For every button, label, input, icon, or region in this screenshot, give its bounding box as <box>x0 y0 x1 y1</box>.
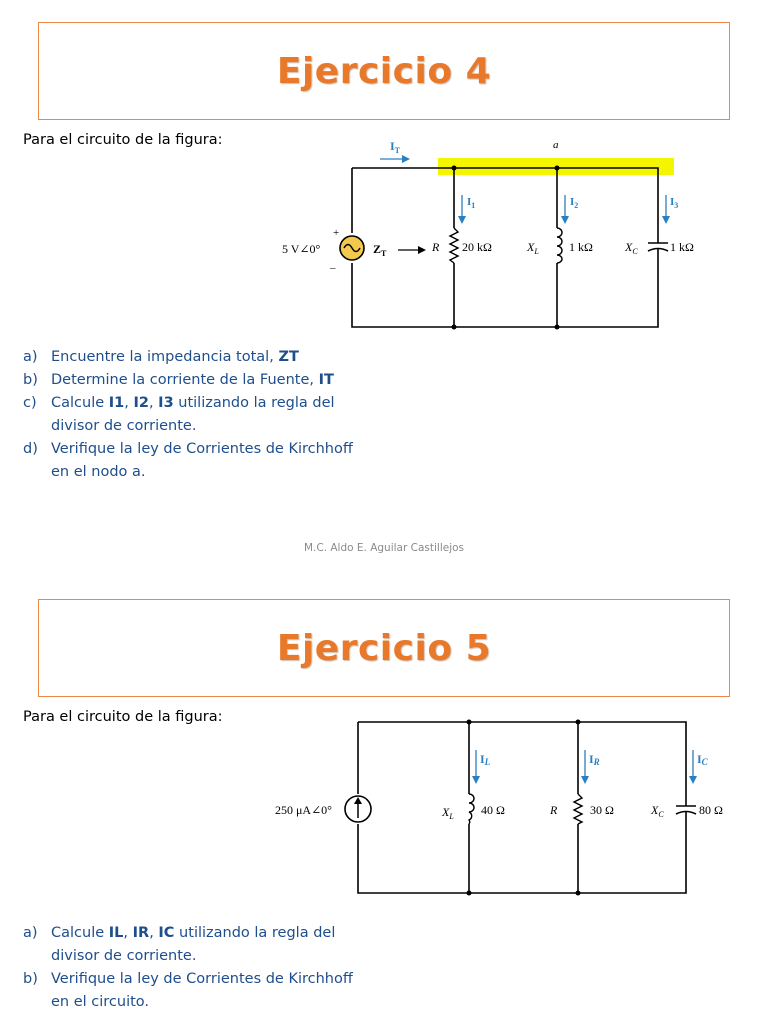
question-item: b) Verifique la ley de Corrientes de Kirchhoff en el circuito. <box>23 971 353 1010</box>
slide1-intro: Para el circuito de la figura: <box>23 132 223 148</box>
junction-dot <box>555 325 560 330</box>
inductor-icon <box>557 228 562 263</box>
inductor-icon <box>469 794 474 824</box>
slide1-question-list <box>23 346 371 484</box>
junction-dot <box>452 325 457 330</box>
xc-label: $X_C$ <box>651 803 664 819</box>
it-label: $I_T$ <box>390 139 401 155</box>
footer-author: M.C. Aldo E. Aguilar Castillejos <box>303 542 465 554</box>
xc-label: $X_C$ <box>625 240 638 256</box>
r-label: R <box>550 803 558 817</box>
source-label: 5 V∠0° <box>282 242 321 256</box>
xl-value: 1 kΩ <box>569 240 593 254</box>
junction-dot <box>576 891 581 896</box>
resistor-icon <box>574 794 582 824</box>
i3-label: $I_3$ <box>670 196 679 210</box>
source-minus: – <box>330 262 336 274</box>
il-label: IL <box>480 752 491 767</box>
i1-label: $I_1$ <box>467 196 476 210</box>
ic-label: IC <box>697 752 708 767</box>
question-item: b) Determine la corriente de la Fuente, IT <box>23 372 334 388</box>
source-plus: + <box>333 227 340 239</box>
il-arrow-icon <box>472 750 480 784</box>
ir-arrow-icon <box>581 750 589 784</box>
r-value: 30 Ω <box>590 803 614 817</box>
junction-dot <box>467 891 472 896</box>
xl-label: $X_L$ <box>442 805 454 821</box>
question-item: a) Calcule IL, IR, IC utilizando la regla del divisor de corriente. <box>23 925 336 964</box>
xc-value: 1 kΩ <box>670 240 694 254</box>
circuit-diagram-2 <box>270 712 740 902</box>
ir-label: IR <box>589 752 600 767</box>
slide1-title-box <box>38 22 730 120</box>
question-item: a) Encuentre la impedancia total, ZT <box>23 349 299 365</box>
zt-arrow-icon <box>398 246 426 254</box>
junction-dot <box>555 166 560 171</box>
slide2-title-box <box>38 599 730 697</box>
it-arrow-icon <box>380 155 410 163</box>
junction-dot <box>576 720 581 725</box>
i2-label: $I_2$ <box>570 196 579 210</box>
node-a-label: a <box>553 139 559 151</box>
junction-dot <box>467 720 472 725</box>
xc-value: 80 Ω <box>699 803 723 817</box>
question-item: c) Calcule I1, I2, I3 utilizando la regla del divisor de corriente. <box>23 395 335 434</box>
xl-value: 40 Ω <box>481 803 505 817</box>
ic-arrow-icon <box>689 750 697 784</box>
capacitor-icon <box>676 796 696 822</box>
r-value: 20 kΩ <box>462 240 492 254</box>
zt-label: $Z_T$ <box>373 242 387 258</box>
slide1-title: Ejercicio 4 <box>276 50 492 92</box>
question-item: d) Verifique la ley de Corrientes de Kirchhoff en el nodo a. <box>23 441 353 480</box>
i1-arrow-icon <box>458 195 466 224</box>
junction-dot <box>452 166 457 171</box>
xl-label: $X_L$ <box>527 240 539 256</box>
slide2-intro: Para el circuito de la figura: <box>23 709 223 725</box>
r-label: R <box>432 240 440 254</box>
slide2-question-list <box>23 922 371 1014</box>
resistor-icon <box>450 228 458 263</box>
i2-arrow-icon <box>561 195 569 224</box>
source-label: 250 μA∠0° <box>275 803 332 817</box>
i3-arrow-icon <box>662 195 670 224</box>
slide2-title: Ejercicio 5 <box>276 627 492 669</box>
capacitor-icon <box>648 228 668 258</box>
circuit-diagram-1 <box>280 133 730 338</box>
current-source-icon <box>345 796 371 822</box>
ac-voltage-source-icon <box>340 236 364 260</box>
